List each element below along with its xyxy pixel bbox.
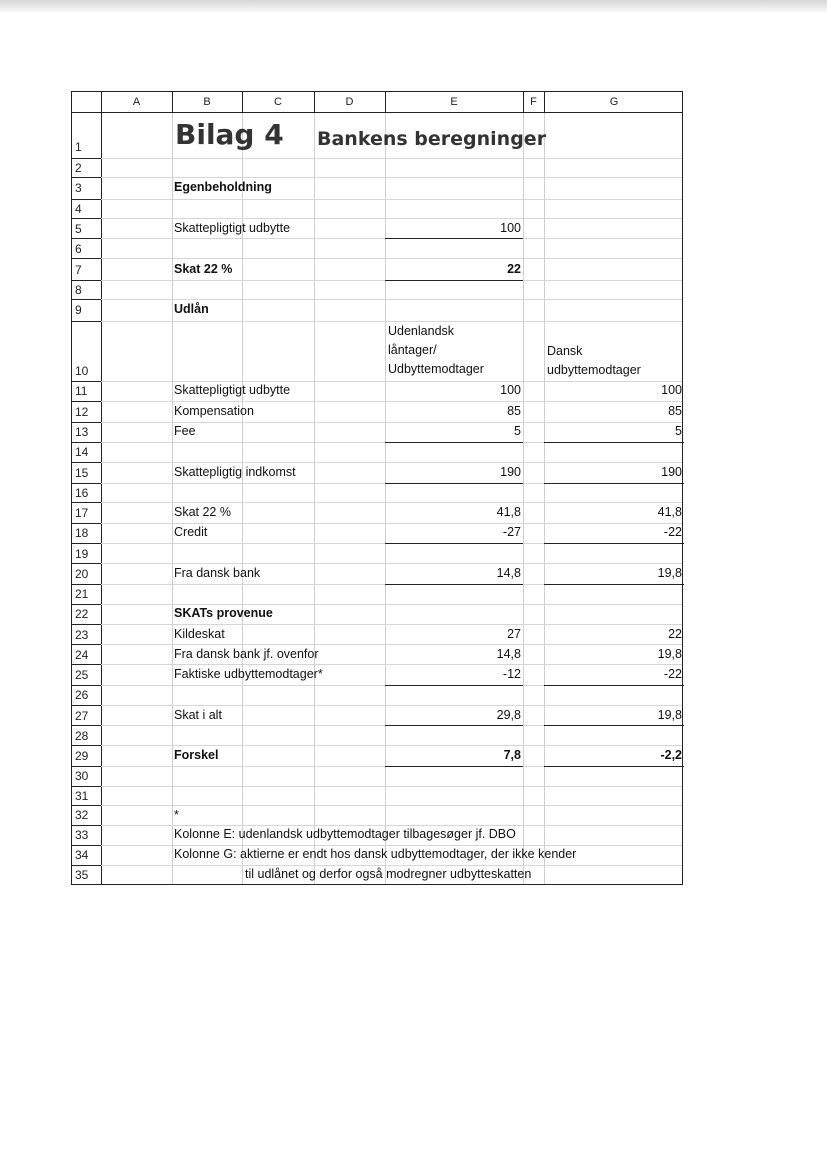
column-header-c: C — [274, 96, 282, 108]
row-label: Skat 22 % — [174, 262, 233, 276]
header-sep — [172, 92, 173, 112]
row-number: 21 — [75, 587, 89, 601]
column-header-d: D — [345, 96, 354, 108]
column-g-heading-line: udbyttemodtager — [547, 363, 641, 377]
value-g: -22 — [663, 525, 682, 539]
row-number: 7 — [75, 263, 82, 277]
value-g: 19,8 — [657, 708, 682, 722]
gridline-v — [314, 112, 315, 884]
row-label: Credit — [174, 525, 208, 539]
row-number: 15 — [75, 466, 89, 480]
row-number: 28 — [75, 729, 89, 743]
row-number: 9 — [75, 303, 82, 317]
sum-underline — [544, 685, 684, 686]
sum-underline — [544, 543, 684, 544]
footnote-text: Kolonne E: udenlandsk udbyttemodtager tilbagesøger jf. DBO — [174, 827, 516, 841]
header-sep — [314, 92, 315, 112]
row-number: 14 — [75, 445, 89, 459]
row-number: 31 — [75, 789, 89, 803]
section-heading: Udlån — [174, 302, 209, 316]
row-number: 16 — [75, 486, 89, 500]
row-number: 34 — [75, 848, 89, 862]
header-sep — [523, 92, 524, 112]
value-e: 27 — [507, 627, 521, 641]
column-header-e: E — [450, 96, 458, 108]
value-g: 85 — [668, 404, 682, 418]
row-label: Kompensation — [174, 404, 254, 418]
sum-underline — [385, 483, 523, 484]
sum-underline — [544, 725, 684, 726]
row-number: 2 — [75, 161, 82, 175]
column-e-heading-line: låntager/ — [388, 343, 437, 357]
spreadsheet — [71, 91, 683, 885]
row-number: 1 — [75, 140, 82, 154]
value-e: 85 — [507, 404, 521, 418]
sum-underline — [385, 543, 523, 544]
section-heading: Egenbeholdning — [174, 180, 272, 194]
footnote-text: til udlånet og derfor også modregner udbytteskatten — [245, 867, 532, 881]
header-sep — [385, 92, 386, 112]
row-number: 12 — [75, 405, 89, 419]
gridline-v — [523, 112, 524, 884]
row-label: Skat 22 % — [174, 505, 231, 519]
row-label: Skattepligtigt udbytte — [174, 221, 291, 235]
sum-underline — [544, 584, 684, 585]
row-label: Skattepligtig indkomst — [174, 465, 296, 479]
column-e-heading — [388, 322, 484, 379]
page-subtitle: Bankens beregninger — [317, 128, 547, 150]
row-number: 11 — [75, 384, 88, 398]
row-number: 18 — [75, 526, 89, 540]
column-header-g: G — [609, 96, 619, 108]
row-number: 30 — [75, 769, 89, 783]
sum-underline — [385, 766, 523, 767]
footnote-marker: * — [174, 808, 179, 822]
row-number: 3 — [75, 181, 82, 195]
row-label: Fra dansk bank jf. ovenfor — [174, 647, 319, 661]
row-number: 22 — [75, 607, 89, 621]
column-g-heading-line: Dansk — [547, 344, 583, 358]
sum-underline — [544, 442, 684, 443]
value-g: 41,8 — [657, 505, 682, 519]
value-g: 19,8 — [657, 647, 682, 661]
value-e: 14,8 — [496, 647, 521, 661]
row-number: 35 — [75, 868, 89, 882]
column-e-heading-line: Udenlandsk — [388, 324, 455, 338]
row-number: 32 — [75, 808, 89, 822]
sum-underline — [385, 584, 523, 585]
value-g: -22 — [663, 667, 682, 681]
sum-underline — [385, 280, 523, 281]
row-label: Fra dansk bank — [174, 566, 261, 580]
column-header-f: F — [530, 96, 537, 108]
value-g: 190 — [661, 465, 682, 479]
row-label: Fee — [174, 424, 196, 438]
value-g: 5 — [675, 424, 682, 438]
value-e: -12 — [502, 667, 521, 681]
value-g: 19,8 — [657, 566, 682, 580]
sum-underline — [385, 725, 523, 726]
row-number: 19 — [75, 547, 89, 561]
row-number: 33 — [75, 828, 89, 842]
gridline-v — [172, 112, 173, 884]
value-e: 190 — [500, 465, 521, 479]
section-heading: SKATs provenue — [174, 606, 273, 620]
row-number: 8 — [75, 283, 82, 297]
header-sep — [242, 92, 243, 112]
row-label: Kildeskat — [174, 627, 225, 641]
row-label: Skat i alt — [174, 708, 222, 722]
row-label: Forskel — [174, 748, 219, 762]
sum-underline — [544, 766, 684, 767]
value-e: 100 — [500, 383, 521, 397]
column-e-heading-line: Udbyttemodtager — [388, 362, 484, 376]
column-header-b: B — [203, 96, 211, 108]
row-number: 20 — [75, 567, 89, 581]
sum-underline — [385, 442, 523, 443]
value-e: 5 — [514, 424, 521, 438]
column-g-heading — [547, 342, 641, 380]
row-label: Skattepligtigt udbytte — [174, 383, 291, 397]
value-e: 14,8 — [496, 566, 521, 580]
gridline-v — [544, 112, 545, 884]
value-e: 100 — [500, 221, 521, 235]
row-number: 5 — [75, 222, 82, 236]
value-e: 29,8 — [496, 708, 521, 722]
header-sep — [544, 92, 545, 112]
value-e: 7,8 — [503, 748, 521, 762]
column-header-a: A — [132, 96, 141, 108]
page-title: Bilag 4 — [175, 118, 284, 151]
value-g: -2,2 — [660, 748, 682, 762]
row-number: 13 — [75, 425, 89, 439]
row-label: Faktiske udbyttemodtager* — [174, 667, 323, 681]
scan-edge-shadow — [0, 0, 827, 14]
footnote-text: Kolonne G: aktierne er endt hos dansk udbyttemodtager, der ikke kender — [174, 847, 577, 861]
row-number: 27 — [75, 709, 89, 723]
row-number: 4 — [75, 202, 82, 216]
row-number: 23 — [75, 628, 89, 642]
sum-underline — [385, 238, 523, 239]
row-number: 6 — [75, 242, 82, 256]
row-number: 29 — [75, 749, 89, 763]
value-g: 100 — [661, 383, 682, 397]
sum-underline — [544, 483, 684, 484]
value-e: -27 — [502, 525, 521, 539]
column-header-border — [72, 112, 682, 113]
row-number: 24 — [75, 648, 89, 662]
row-number: 26 — [75, 688, 89, 702]
row-number: 10 — [75, 364, 89, 378]
row-number: 17 — [75, 506, 89, 520]
value-e: 22 — [507, 262, 521, 276]
sum-underline — [385, 685, 523, 686]
row-number: 25 — [75, 668, 89, 682]
value-e: 41,8 — [496, 505, 521, 519]
value-g: 22 — [668, 627, 682, 641]
